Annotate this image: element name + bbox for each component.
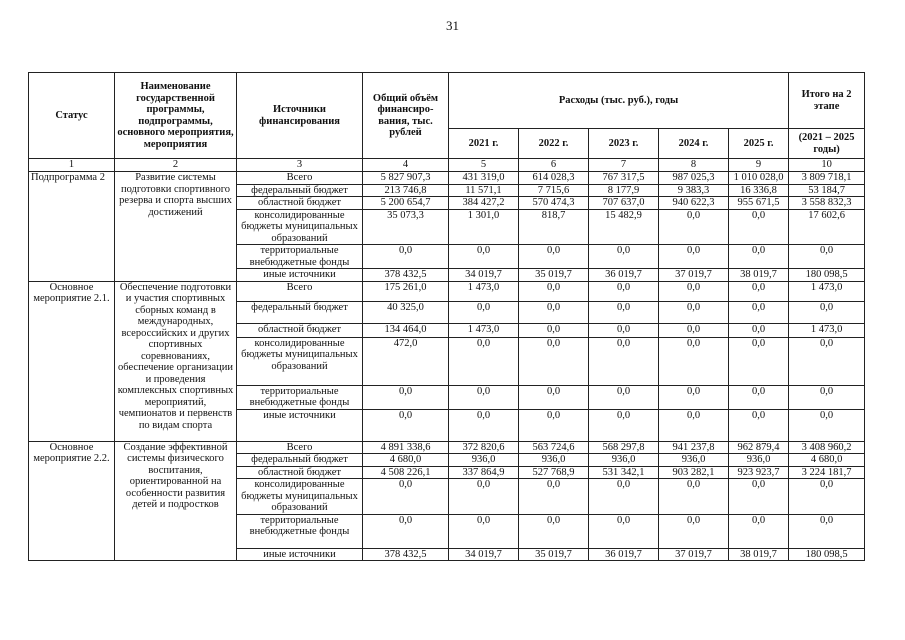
value-cell: 531 342,1 (589, 466, 659, 479)
value-cell: 0,0 (363, 245, 449, 269)
column-number: 5 (449, 159, 519, 172)
table-row (29, 441, 865, 454)
value-cell: 3 558 832,3 (789, 197, 865, 210)
header-year: 2025 г. (729, 129, 789, 159)
value-cell: 936,0 (449, 454, 519, 467)
value-cell: 40 325,0 (363, 301, 449, 323)
column-number-row (29, 159, 865, 172)
value-cell: 614 028,3 (519, 172, 589, 185)
value-cell: 213 746,8 (363, 184, 449, 197)
value-cell: 0,0 (659, 281, 729, 301)
value-cell: 0,0 (729, 409, 789, 441)
value-cell: 337 864,9 (449, 466, 519, 479)
value-cell: 9 383,3 (659, 184, 729, 197)
table-row (29, 281, 865, 301)
source-cell: консолидированные бюджеты муниципальных образований (237, 209, 363, 245)
source-cell: территориальные внебюджетные фонды (237, 514, 363, 548)
source-cell: Всего (237, 281, 363, 301)
value-cell: 8 177,9 (589, 184, 659, 197)
source-cell: иные источники (237, 409, 363, 441)
value-cell: 4 891 338,6 (363, 441, 449, 454)
value-cell: 0,0 (659, 337, 729, 385)
value-cell: 15 482,9 (589, 209, 659, 245)
value-cell: 0,0 (589, 337, 659, 385)
value-cell: 1 473,0 (449, 281, 519, 301)
value-cell: 7 715,6 (519, 184, 589, 197)
status-cell: Основное мероприятие 2.2. (29, 441, 115, 561)
value-cell: 962 879,4 (729, 441, 789, 454)
status-cell: Подпрограмма 2 (29, 172, 115, 282)
column-number: 2 (115, 159, 237, 172)
value-cell: 0,0 (789, 301, 865, 323)
value-cell: 527 768,9 (519, 466, 589, 479)
source-cell: областной бюджет (237, 323, 363, 337)
value-cell: 936,0 (729, 454, 789, 467)
value-cell: 0,0 (519, 301, 589, 323)
value-cell: 0,0 (729, 323, 789, 337)
value-cell: 0,0 (589, 281, 659, 301)
header-sources: Источники финансирования (237, 73, 363, 159)
value-cell: 16 336,8 (729, 184, 789, 197)
value-cell: 37 019,7 (659, 548, 729, 561)
column-number: 8 (659, 159, 729, 172)
value-cell: 563 724,6 (519, 441, 589, 454)
value-cell: 0,0 (729, 245, 789, 269)
value-cell: 0,0 (519, 514, 589, 548)
value-cell: 0,0 (659, 385, 729, 409)
value-cell: 0,0 (659, 209, 729, 245)
value-cell: 0,0 (729, 385, 789, 409)
value-cell: 0,0 (659, 514, 729, 548)
source-cell: иные источники (237, 548, 363, 561)
source-cell: территориальные внебюджетные фонды (237, 385, 363, 409)
value-cell: 0,0 (519, 385, 589, 409)
value-cell: 767 317,5 (589, 172, 659, 185)
value-cell: 936,0 (659, 454, 729, 467)
value-cell: 0,0 (589, 385, 659, 409)
value-cell: 0,0 (519, 281, 589, 301)
value-cell: 36 019,7 (589, 269, 659, 282)
value-cell: 0,0 (519, 245, 589, 269)
header-total: Общий объём финансиро-вания, тыс. рублей (363, 73, 449, 159)
value-cell: 0,0 (589, 409, 659, 441)
value-cell: 1 010 028,0 (729, 172, 789, 185)
value-cell: 0,0 (659, 479, 729, 515)
name-cell: Создание эффективной системы физического воспитания, ориентированной на особенности развития детей и подростков (115, 441, 237, 561)
value-cell: 707 637,0 (589, 197, 659, 210)
column-number: 1 (29, 159, 115, 172)
financing-table (28, 72, 865, 561)
value-cell: 0,0 (589, 514, 659, 548)
value-cell: 0,0 (363, 409, 449, 441)
value-cell: 0,0 (363, 479, 449, 515)
value-cell: 0,0 (519, 323, 589, 337)
column-number: 6 (519, 159, 589, 172)
value-cell: 180 098,5 (789, 269, 865, 282)
value-cell: 35 073,3 (363, 209, 449, 245)
header-year: 2022 г. (519, 129, 589, 159)
value-cell: 0,0 (659, 409, 729, 441)
value-cell: 818,7 (519, 209, 589, 245)
value-cell: 0,0 (589, 301, 659, 323)
header-stage-period: (2021 – 2025 годы) (789, 129, 865, 159)
value-cell: 0,0 (519, 409, 589, 441)
source-cell: иные источники (237, 269, 363, 282)
status-cell: Основное мероприятие 2.1. (29, 281, 115, 441)
value-cell: 987 025,3 (659, 172, 729, 185)
header-year: 2023 г. (589, 129, 659, 159)
header-status: Статус (29, 73, 115, 159)
name-cell: Обеспечение подготовки и участия спортивных сборных команд в международных, всероссийских и других спортивных соревнованиях, обеспечение организации и проведения комплексных спортивных мероприятий, чемпионатов и первенств по видам спорта (115, 281, 237, 441)
value-cell: 0,0 (589, 479, 659, 515)
value-cell: 378 432,5 (363, 269, 449, 282)
value-cell: 134 464,0 (363, 323, 449, 337)
value-cell: 3 224 181,7 (789, 466, 865, 479)
value-cell: 903 282,1 (659, 466, 729, 479)
value-cell: 5 827 907,3 (363, 172, 449, 185)
value-cell: 570 474,3 (519, 197, 589, 210)
value-cell: 0,0 (589, 245, 659, 269)
source-cell: территориальные внебюджетные фонды (237, 245, 363, 269)
value-cell: 34 019,7 (449, 548, 519, 561)
source-cell: федеральный бюджет (237, 301, 363, 323)
value-cell: 180 098,5 (789, 548, 865, 561)
value-cell: 34 019,7 (449, 269, 519, 282)
value-cell: 3 408 960,2 (789, 441, 865, 454)
value-cell: 0,0 (789, 245, 865, 269)
source-cell: консолидированные бюджеты муниципальных образований (237, 479, 363, 515)
value-cell: 940 622,3 (659, 197, 729, 210)
value-cell: 37 019,7 (659, 269, 729, 282)
source-cell: федеральный бюджет (237, 184, 363, 197)
value-cell: 936,0 (519, 454, 589, 467)
header-stage-total: Итого на 2 этапе (789, 73, 865, 129)
page-number: 31 (446, 18, 459, 33)
value-cell: 0,0 (789, 385, 865, 409)
value-cell: 431 319,0 (449, 172, 519, 185)
value-cell: 568 297,8 (589, 441, 659, 454)
value-cell: 384 427,2 (449, 197, 519, 210)
table-row (29, 172, 865, 185)
header-year: 2021 г. (449, 129, 519, 159)
name-cell: Развитие системы подготовки спортивного резерва и спорта высших достижений (115, 172, 237, 282)
value-cell: 53 184,7 (789, 184, 865, 197)
column-number: 9 (729, 159, 789, 172)
header-expenses: Расходы (тыс. руб.), годы (449, 73, 789, 129)
value-cell: 36 019,7 (589, 548, 659, 561)
value-cell: 0,0 (363, 385, 449, 409)
value-cell: 0,0 (729, 514, 789, 548)
value-cell: 35 019,7 (519, 548, 589, 561)
value-cell: 0,0 (789, 479, 865, 515)
column-number: 10 (789, 159, 865, 172)
value-cell: 0,0 (789, 337, 865, 385)
value-cell: 472,0 (363, 337, 449, 385)
value-cell: 0,0 (363, 514, 449, 548)
value-cell: 1 473,0 (789, 281, 865, 301)
value-cell: 923 923,7 (729, 466, 789, 479)
value-cell: 941 237,8 (659, 441, 729, 454)
header-name: Наименование государственной программы, подпрограммы, основного мероприятия, мероприятия (115, 73, 237, 159)
column-number: 3 (237, 159, 363, 172)
value-cell: 0,0 (729, 301, 789, 323)
column-number: 7 (589, 159, 659, 172)
value-cell: 955 671,5 (729, 197, 789, 210)
column-number: 4 (363, 159, 449, 172)
source-cell: областной бюджет (237, 197, 363, 210)
value-cell: 175 261,0 (363, 281, 449, 301)
header-year: 2024 г. (659, 129, 729, 159)
value-cell: 0,0 (449, 479, 519, 515)
value-cell: 0,0 (449, 385, 519, 409)
value-cell: 0,0 (789, 514, 865, 548)
value-cell: 0,0 (659, 323, 729, 337)
source-cell: Всего (237, 172, 363, 185)
value-cell: 372 820,6 (449, 441, 519, 454)
value-cell: 0,0 (449, 409, 519, 441)
value-cell: 5 200 654,7 (363, 197, 449, 210)
value-cell: 4 508 226,1 (363, 466, 449, 479)
value-cell: 38 019,7 (729, 269, 789, 282)
source-cell: областной бюджет (237, 466, 363, 479)
value-cell: 0,0 (659, 245, 729, 269)
value-cell: 0,0 (449, 337, 519, 385)
value-cell: 0,0 (449, 301, 519, 323)
value-cell: 11 571,1 (449, 184, 519, 197)
value-cell: 378 432,5 (363, 548, 449, 561)
value-cell: 936,0 (589, 454, 659, 467)
source-cell: консолидированные бюджеты муниципальных образований (237, 337, 363, 385)
value-cell: 1 473,0 (449, 323, 519, 337)
source-cell: Всего (237, 441, 363, 454)
value-cell: 35 019,7 (519, 269, 589, 282)
value-cell: 4 680,0 (789, 454, 865, 467)
value-cell: 0,0 (589, 323, 659, 337)
value-cell: 0,0 (449, 514, 519, 548)
value-cell: 0,0 (729, 281, 789, 301)
value-cell: 4 680,0 (363, 454, 449, 467)
value-cell: 0,0 (659, 301, 729, 323)
value-cell: 0,0 (729, 479, 789, 515)
value-cell: 38 019,7 (729, 548, 789, 561)
source-cell: федеральный бюджет (237, 454, 363, 467)
value-cell: 0,0 (789, 409, 865, 441)
value-cell: 0,0 (729, 337, 789, 385)
value-cell: 0,0 (449, 245, 519, 269)
value-cell: 17 602,6 (789, 209, 865, 245)
value-cell: 0,0 (519, 337, 589, 385)
value-cell: 1 301,0 (449, 209, 519, 245)
value-cell: 3 809 718,1 (789, 172, 865, 185)
value-cell: 1 473,0 (789, 323, 865, 337)
value-cell: 0,0 (519, 479, 589, 515)
value-cell: 0,0 (729, 209, 789, 245)
